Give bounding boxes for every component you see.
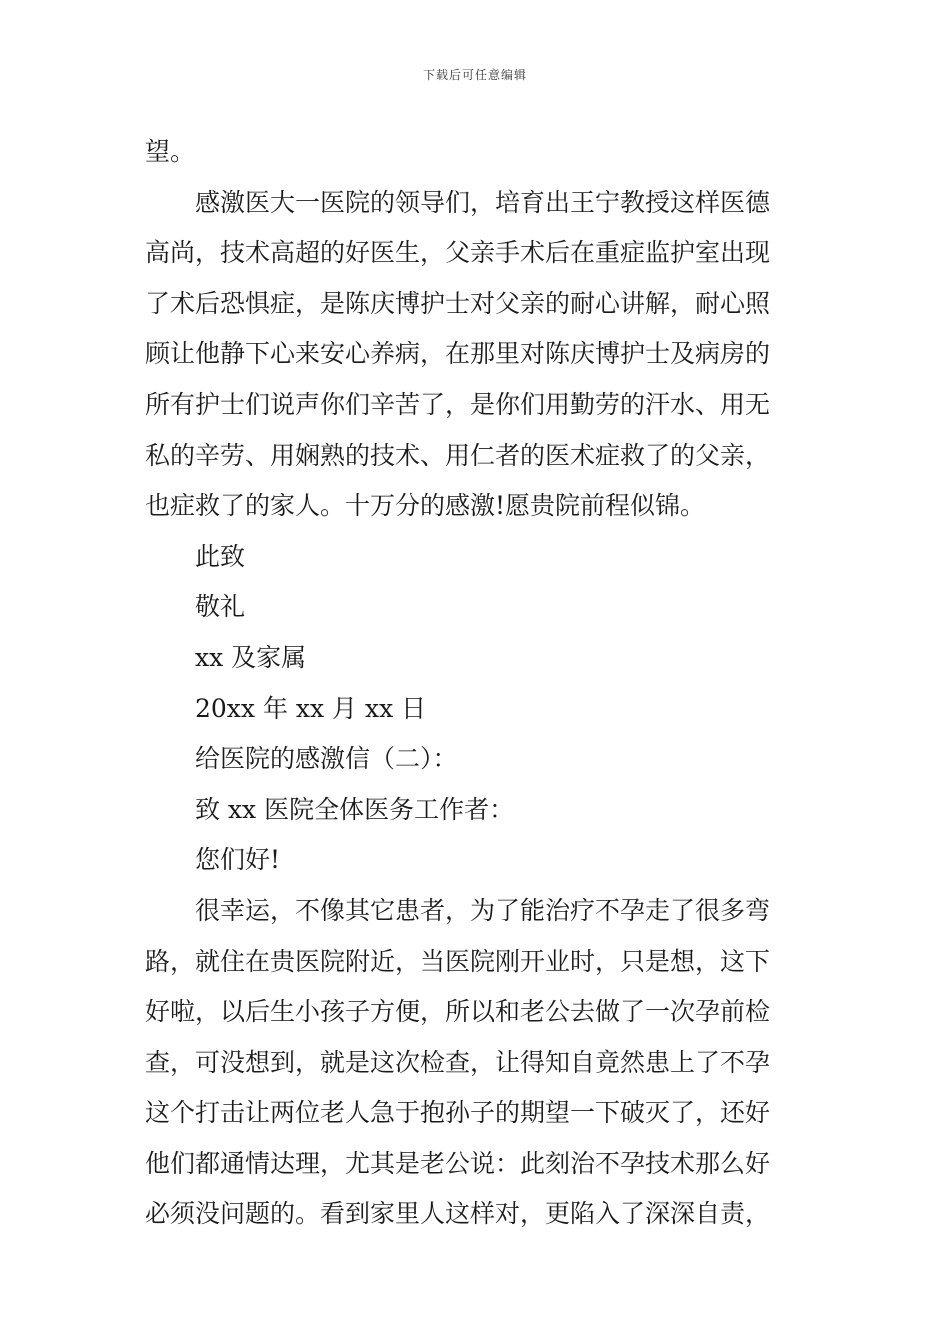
text-line: 望。	[145, 137, 196, 166]
text-line: 所有护士们说声你们辛苦了，是你们用勤劳的汗水、用无	[145, 389, 771, 419]
recipient-line: 致 xx 医院全体医务工作者：	[195, 794, 515, 824]
text-line: 路，就住在贵医院附近，当医院刚开业时，只是想，这下	[145, 946, 771, 976]
text-line: 私的辛劳、用娴熟的技术、用仁者的医术症救了的父亲，	[145, 440, 771, 470]
letter-date: 20xx 年 xx 月 xx 日	[195, 693, 427, 723]
text-line: 很幸运，不像其它患者，为了能治疗不孕走了很多弯	[195, 895, 771, 925]
text-line: 高尚，技术高超的好医生，父亲手术后在重症监护室出现	[145, 238, 771, 268]
section-title: 给医院的感激信（二）：	[195, 744, 458, 774]
greeting-line: 您们好!	[195, 845, 281, 875]
text-line: 他们都通情达理，尤其是老公说：此刻治不孕技术那么好	[145, 1148, 771, 1178]
text-line: 顾让他静下心来安心养病，在那里对陈庆博护士及病房的	[145, 339, 771, 369]
signature: xx 及家属	[195, 642, 307, 672]
closing-salutation: 此致	[195, 541, 246, 571]
text-line: 也症救了的家人。十万分的感激!愿贵院前程似锦。	[145, 491, 706, 521]
text-line: 了术后恐惧症，是陈庆博护士对父亲的耐心讲解，耐心照	[145, 288, 771, 318]
page-header: 下载后可任意编辑	[422, 68, 527, 82]
text-line: 感激医大一医院的领导们，培育出王宁教授这样医德	[195, 187, 771, 217]
text-line: 好啦，以后生小孩子方便，所以和老公去做了一次孕前检	[145, 997, 771, 1027]
closing-regards: 敬礼	[195, 592, 246, 622]
letter-body	[145, 127, 810, 1240]
text-line: 这个打击让两位老人急于抱孙子的期望一下破灭了，还好	[145, 1098, 771, 1128]
text-line: 必须没问题的。看到家里人这样对，更陷入了深深自责，	[145, 1199, 771, 1229]
text-line: 查，可没想到，就是这次检查，让得知自竟然患上了不孕	[145, 1047, 771, 1077]
